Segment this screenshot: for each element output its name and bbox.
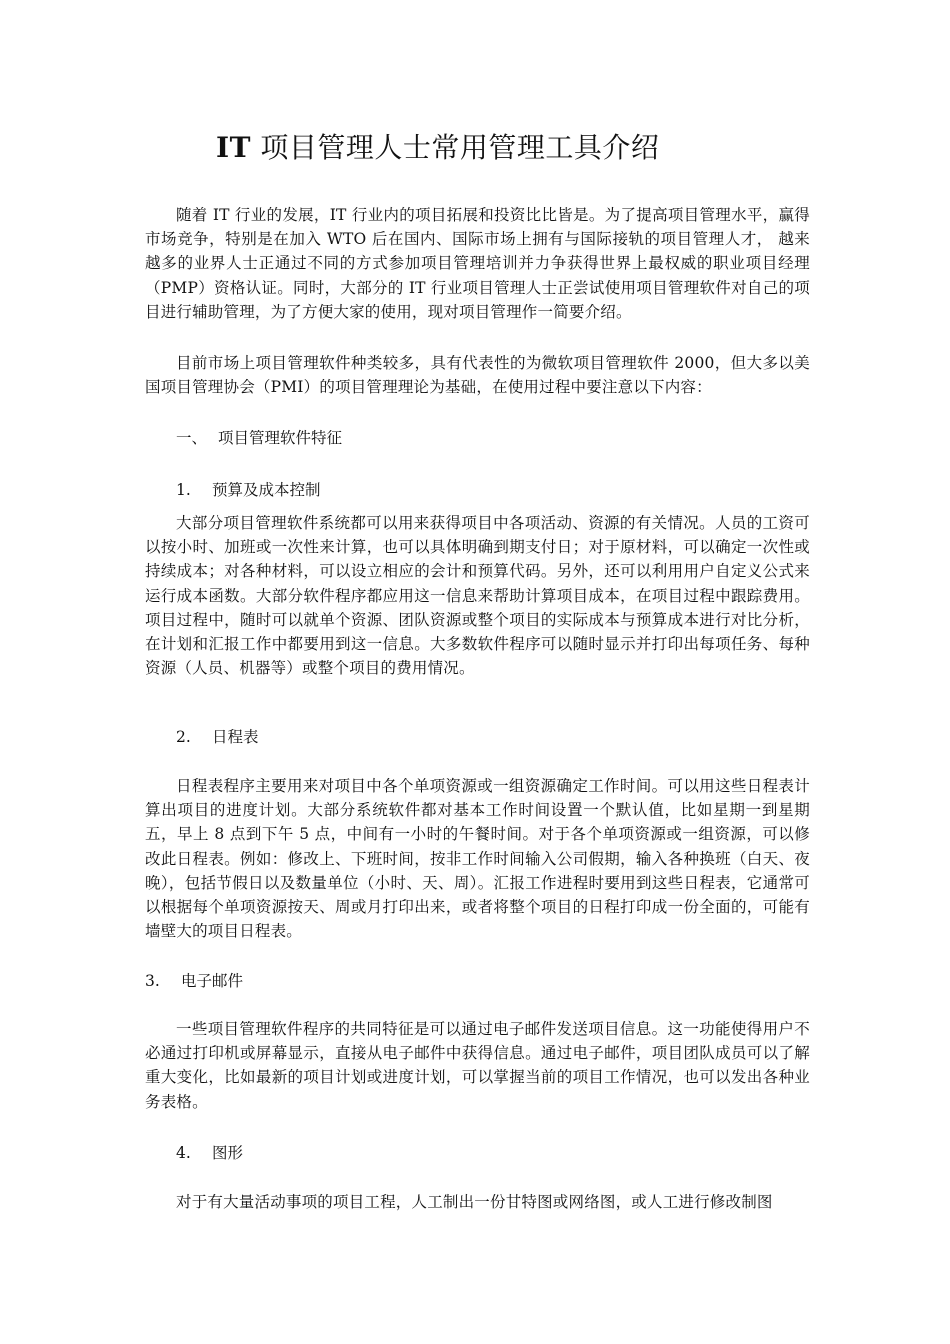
email-paragraph: 一些项目管理软件程序的共同特征是可以通过电子邮件发送项目信息。这一功能使得用户不必通过打印机或屏幕显示，直接从电子邮件中获得信息。通过电子邮件，项目团队成员可以了解重大变化，比如最新的项目计划或进度计划，可以掌握当前的项目工作情况，也可以发出各种业务表格。: [145, 1020, 810, 1111]
item-label: 预算及成本控制: [212, 481, 321, 499]
item-label: 日程表: [212, 728, 259, 746]
intro-paragraph: 随着 IT 行业的发展，IT 行业内的项目拓展和投资比比皆是。为了提高项目管理水平，赢得市场竞争，特别是在加入 WTO 后在国内、国际市场上拥有与国际接轨的项目管理人才， 越来越多的业界人士正通过不同的方式参加项目管理培训并力争获得世界上最权威的职业项目经理（PMP）资格认证。同时，大部分的 IT 行业项目管理人士正尝试使用项目管理软件对自己的项目进行辅助管理，为了方便大家的使用，现对项目管理作一简要介绍。: [145, 206, 810, 321]
title-text: 项目管理人士常用管理工具介绍: [250, 131, 660, 164]
item-label: 图形: [212, 1144, 244, 1162]
schedule-paragraph: 日程表程序主要用来对项目中各个单项资源或一组资源确定工作时间。可以用这些日程表计算出项目的进度计划。大部分系统软件都对基本工作时间设置一个默认值，比如星期一到星期五，早上 8 点到下午 5 点，中间有一小时的午餐时间。对于各个单项资源或一组资源，可以修改此日程表。例如：修改上、下班时间，按非工作时间输入公司假期，输入各种换班（白天、夜晚），包括节假日以及数量单位（小时、天、周）。汇报工作进程时要用到这些日程表，它通常可以根据每个单项资源按天、周或月打印出来，或者将整个项目的日程打印成一份全面的，可能有墙壁大的项目日程表。: [145, 777, 810, 941]
graphics-paragraph: 对于有大量活动事项的项目工程，人工制出一份甘特图或网络图，或人工进行修改制图: [176, 1193, 773, 1211]
section-heading-1: [176, 426, 342, 450]
title-latin: IT: [216, 131, 251, 164]
section-number: 一、: [176, 429, 208, 447]
item-number: 3.: [145, 972, 160, 990]
document-title: [216, 128, 816, 168]
item-number: 4.: [176, 1144, 191, 1162]
item-number: 2.: [176, 728, 191, 746]
market-paragraph: 目前市场上项目管理软件种类较多，具有代表性的为微软项目管理软件 2000，但大多以美国项目管理协会（PMI）的项目管理理论为基础，在使用过程中要注意以下内容：: [145, 354, 810, 397]
item-number: 1.: [176, 481, 191, 499]
item-heading-4: [176, 1141, 243, 1165]
item-heading-2: [176, 725, 259, 749]
item-heading-3: [145, 969, 243, 993]
section-label: 项目管理软件特征: [218, 429, 343, 447]
budget-paragraph: 大部分项目管理软件系统都可以用来获得项目中各项活动、资源的有关情况。人员的工资可以按小时、加班或一次性来计算，也可以具体明确到期支付日；对于原材料，可以确定一次性或持续成本；对各种材料，可以设立相应的会计和预算代码。另外，还可以利用用户自定义公式来运行成本函数。大部分软件程序都应用这一信息来帮助计算项目成本，在项目过程中跟踪费用。项目过程中，随时可以就单个资源、团队资源或整个项目的实际成本与预算成本进行对比分析，在计划和汇报工作中都要用到这一信息。大多数软件程序可以随时显示并打印出每项任务、每种资源（人员、机器等）或整个项目的费用情况。: [145, 514, 810, 678]
item-heading-1: [176, 478, 321, 502]
item-label: 电子邮件: [181, 972, 244, 990]
